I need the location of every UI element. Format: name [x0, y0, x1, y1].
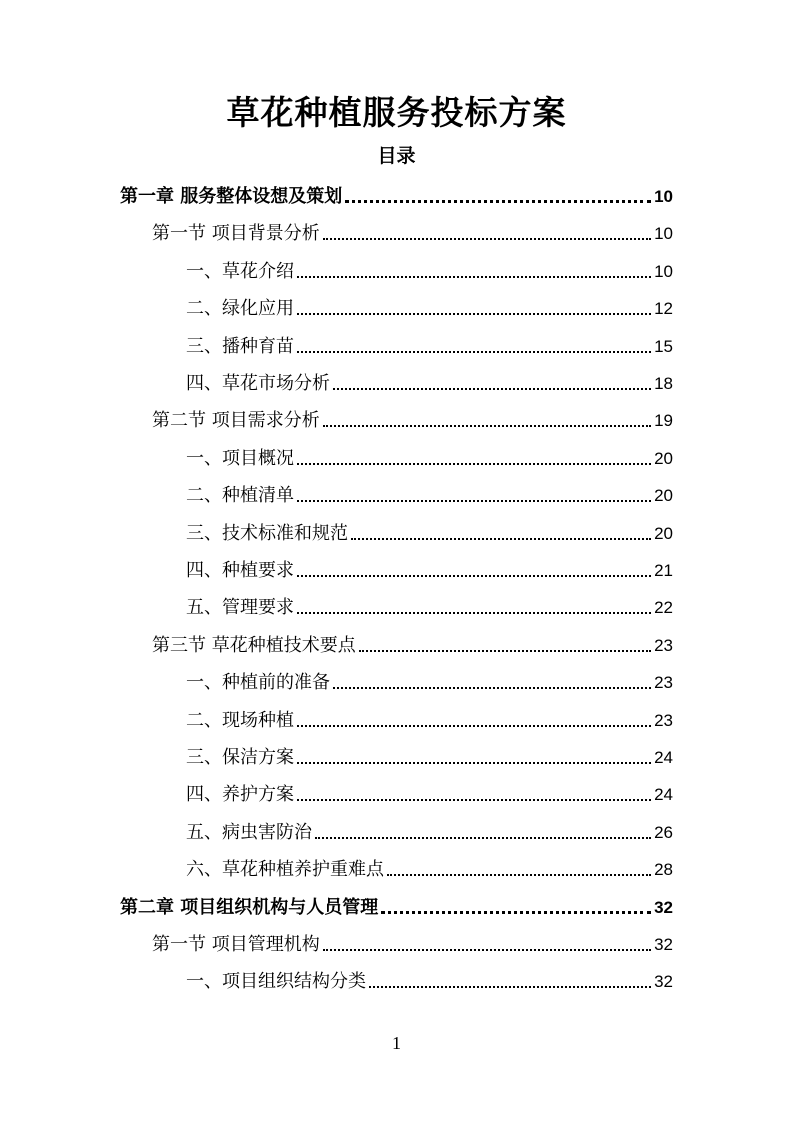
- toc-entry-page-number: 23: [654, 710, 673, 730]
- toc-entry-page-number: 21: [654, 561, 673, 580]
- toc-entry-label: 二、现场种植: [186, 709, 294, 731]
- toc-entry-label: 四、养护方案: [186, 784, 294, 806]
- toc-dot-leader: [297, 500, 651, 502]
- toc-entry-page-number: 23: [654, 673, 673, 693]
- toc-entry-page-number: 10: [654, 224, 673, 244]
- toc-dot-leader: [297, 276, 651, 278]
- toc-entry-label: 第三节 草花种植技术要点: [152, 634, 356, 656]
- toc-dot-leader: [323, 238, 651, 240]
- toc-entry[interactable]: [120, 182, 673, 210]
- toc-entry[interactable]: [186, 967, 673, 995]
- toc-entry[interactable]: [186, 257, 673, 285]
- toc-entry[interactable]: [186, 369, 673, 397]
- toc-dot-leader: [381, 911, 651, 914]
- toc-entry[interactable]: [186, 481, 673, 509]
- toc-entry-page-number: 32: [654, 935, 673, 954]
- toc-dot-leader: [297, 313, 651, 315]
- toc-entry[interactable]: [186, 818, 673, 846]
- toc-entry-page-number: 12: [654, 299, 673, 319]
- toc-entry-page-number: 18: [654, 374, 673, 393]
- toc-entry-page-number: 22: [654, 598, 673, 618]
- toc-dot-leader: [333, 687, 651, 689]
- toc-entry[interactable]: [152, 930, 673, 958]
- toc-entry-label: 第一节 项目管理机构: [152, 934, 320, 955]
- toc-dot-leader: [297, 612, 651, 614]
- toc-entry[interactable]: [152, 219, 673, 247]
- toc-entry-page-number: 32: [654, 972, 673, 992]
- toc-entry-label: 第二章 项目组织机构与人员管理: [120, 896, 379, 918]
- toc-entry-label: 一、种植前的准备: [186, 672, 330, 694]
- toc-dot-leader: [297, 463, 651, 465]
- toc-entry-label: 四、草花市场分析: [186, 373, 330, 394]
- toc-entry-label: 六、草花种植养护重难点: [186, 859, 384, 881]
- toc-dot-leader: [333, 388, 651, 390]
- toc-entry-label: 一、草花介绍: [186, 260, 294, 282]
- toc-dot-leader: [369, 986, 651, 988]
- toc-entry-page-number: 20: [654, 448, 673, 468]
- toc-entry[interactable]: [152, 631, 673, 659]
- toc-dot-leader: [345, 200, 651, 203]
- toc-entry-label: 一、项目组织结构分类: [186, 971, 366, 993]
- toc-entry-label: 三、保洁方案: [186, 747, 294, 768]
- toc-entry[interactable]: [152, 406, 673, 434]
- toc-entry-label: 五、管理要求: [186, 597, 294, 619]
- toc-entry-label: 五、病虫害防治: [186, 821, 312, 843]
- toc-dot-leader: [297, 351, 651, 353]
- toc-entry-page-number: 19: [654, 411, 673, 431]
- toc-dot-leader: [297, 799, 651, 801]
- toc-entry-page-number: 10: [654, 261, 673, 281]
- toc-dot-leader: [359, 650, 651, 652]
- document-title: 草花种植服务投标方案: [226, 93, 567, 132]
- toc-entry[interactable]: [120, 893, 673, 921]
- toc-entry[interactable]: [186, 706, 673, 734]
- toc-entry[interactable]: [186, 743, 673, 771]
- toc-entry-label: 四、种植要求: [186, 560, 294, 581]
- toc-entry-page-number: 15: [654, 336, 673, 356]
- toc-dot-leader: [315, 837, 651, 839]
- toc-entry[interactable]: [186, 332, 673, 360]
- toc-entry-label: 第一节 项目背景分析: [152, 223, 320, 245]
- toc-heading: 目录: [377, 145, 416, 167]
- toc-entry-page-number: 10: [654, 187, 673, 206]
- toc-entry[interactable]: [186, 444, 673, 472]
- toc-dot-leader: [297, 725, 651, 727]
- toc-entry-page-number: 24: [654, 748, 673, 767]
- toc-entry-label: 二、绿化应用: [186, 298, 294, 320]
- toc-entry-page-number: 23: [654, 635, 673, 655]
- toc-entry-page-number: 26: [654, 822, 673, 842]
- toc-dot-leader: [387, 874, 651, 876]
- toc-entry[interactable]: [186, 294, 673, 322]
- toc-entry[interactable]: [186, 855, 673, 883]
- toc-entry-page-number: 24: [654, 785, 673, 805]
- toc-entry[interactable]: [186, 780, 673, 808]
- toc-entry-label: 一、项目概况: [186, 447, 294, 469]
- toc-dot-leader: [297, 762, 651, 764]
- toc-dot-leader: [351, 538, 651, 540]
- toc-entry[interactable]: [186, 668, 673, 696]
- toc-dot-leader: [323, 949, 651, 951]
- toc-dot-leader: [297, 575, 651, 577]
- toc-entry-label: 三、播种育苗: [186, 335, 294, 357]
- toc-entry-page-number: 20: [654, 523, 673, 543]
- toc-entry-page-number: 32: [654, 897, 673, 917]
- toc-entry-page-number: 20: [654, 486, 673, 506]
- toc-entry-page-number: 28: [654, 860, 673, 880]
- toc-entry-label: 二、种植清单: [186, 485, 294, 507]
- toc-entry[interactable]: [186, 593, 673, 621]
- toc-entry[interactable]: [186, 556, 673, 584]
- toc-entry-label: 第二节 项目需求分析: [152, 410, 320, 432]
- toc-dot-leader: [323, 425, 651, 427]
- toc-entry-label: 三、技术标准和规范: [186, 522, 348, 544]
- toc-entry[interactable]: [186, 519, 673, 547]
- toc-entry-label: 第一章 服务整体设想及策划: [120, 186, 343, 207]
- page-number: 1: [392, 1033, 401, 1053]
